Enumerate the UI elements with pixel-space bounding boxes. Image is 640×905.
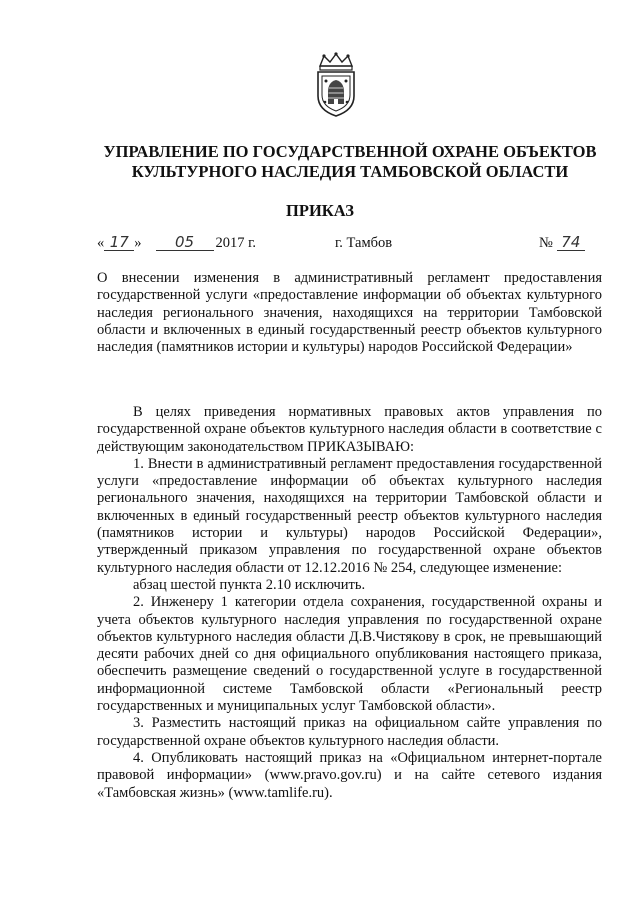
organization-name	[60, 142, 640, 182]
subject-text: О внесении изменения в административный регламент предоставления государственной услуги «предоставление информации об объектах культурного наследия регионального значения, находящихся на территории Тамбовской области и включенных в единый государственный реестр объектов культурного наследия (памятников истории и культуры) народов Российской Федерации»	[97, 270, 602, 356]
org-line-2: КУЛЬТУРНОГО НАСЛЕДИЯ ТАМБОВСКОЙ ОБЛАСТИ	[131, 162, 569, 181]
number-sign: №	[539, 235, 553, 251]
order-date	[97, 232, 256, 254]
quote-close: »	[134, 235, 142, 251]
order-year: 2017 г.	[215, 235, 257, 251]
order-subject	[97, 270, 602, 356]
coat-of-arms-icon	[310, 52, 362, 118]
handwritten-month: 05	[156, 234, 214, 251]
item-1: 1. Внести в административный регламент предоставления государственной услуги «предоставление информации об объектах культурного наследия регионального значения, находящихся на территории Тамбовской области и включенных в единый государственный реестр объектов культурного наследия (памятников истории и культуры) народов Российской Федерации», утвержденный приказом управления по государственной охране объектов культурного наследия области от 12.12.2016 № 254, следующее изменение:	[97, 455, 602, 576]
item-1-sub: абзац шестой пункта 2.10 исключить.	[133, 576, 366, 593]
quote-open: «	[97, 235, 105, 251]
org-line-1: УПРАВЛЕНИЕ ПО ГОСУДАРСТВЕННОЙ ОХРАНЕ ОБЪЕКТОВ	[103, 142, 597, 161]
handwritten-day: 17	[104, 234, 134, 251]
item-3: 3. Разместить настоящий приказ на официальном сайте управления по государственной охране объектов культурного наследия области.	[97, 715, 602, 749]
item-2: 2. Инженеру 1 категории отдела сохранения, государственной охраны и учета объектов культурного наследия управления по государственной охране объектов культурного наследия области Д.В.Чистякову в срок, не превышающий десяти рабочих дней со дня официального опубликования настоящего приказа, обеспечить размещение сведений о государственной услуге в государственной информационной системе Тамбовской области «Региональный реестр государственных и муниципальных услуг Тамбовской области».	[97, 594, 602, 715]
document-type: ПРИКАЗ	[286, 201, 354, 220]
intro-paragraph: В целях приведения нормативных правовых актов управления по государственной охране объектов культурного наследия области в соответствие с действующим законодательством ПРИКАЗЫВАЮ:	[97, 404, 602, 455]
item-4: 4. Опубликовать настоящий приказ на «Официальном интернет-портале правовой информации» (www.pravo.gov.ru) и на сайте сетевого издания «Тамбовская жизнь» (www.tamlife.ru).	[97, 749, 602, 801]
order-body	[97, 404, 602, 802]
order-number	[539, 232, 585, 254]
order-city: г. Тамбов	[335, 235, 393, 251]
handwritten-number: 74	[557, 234, 585, 251]
